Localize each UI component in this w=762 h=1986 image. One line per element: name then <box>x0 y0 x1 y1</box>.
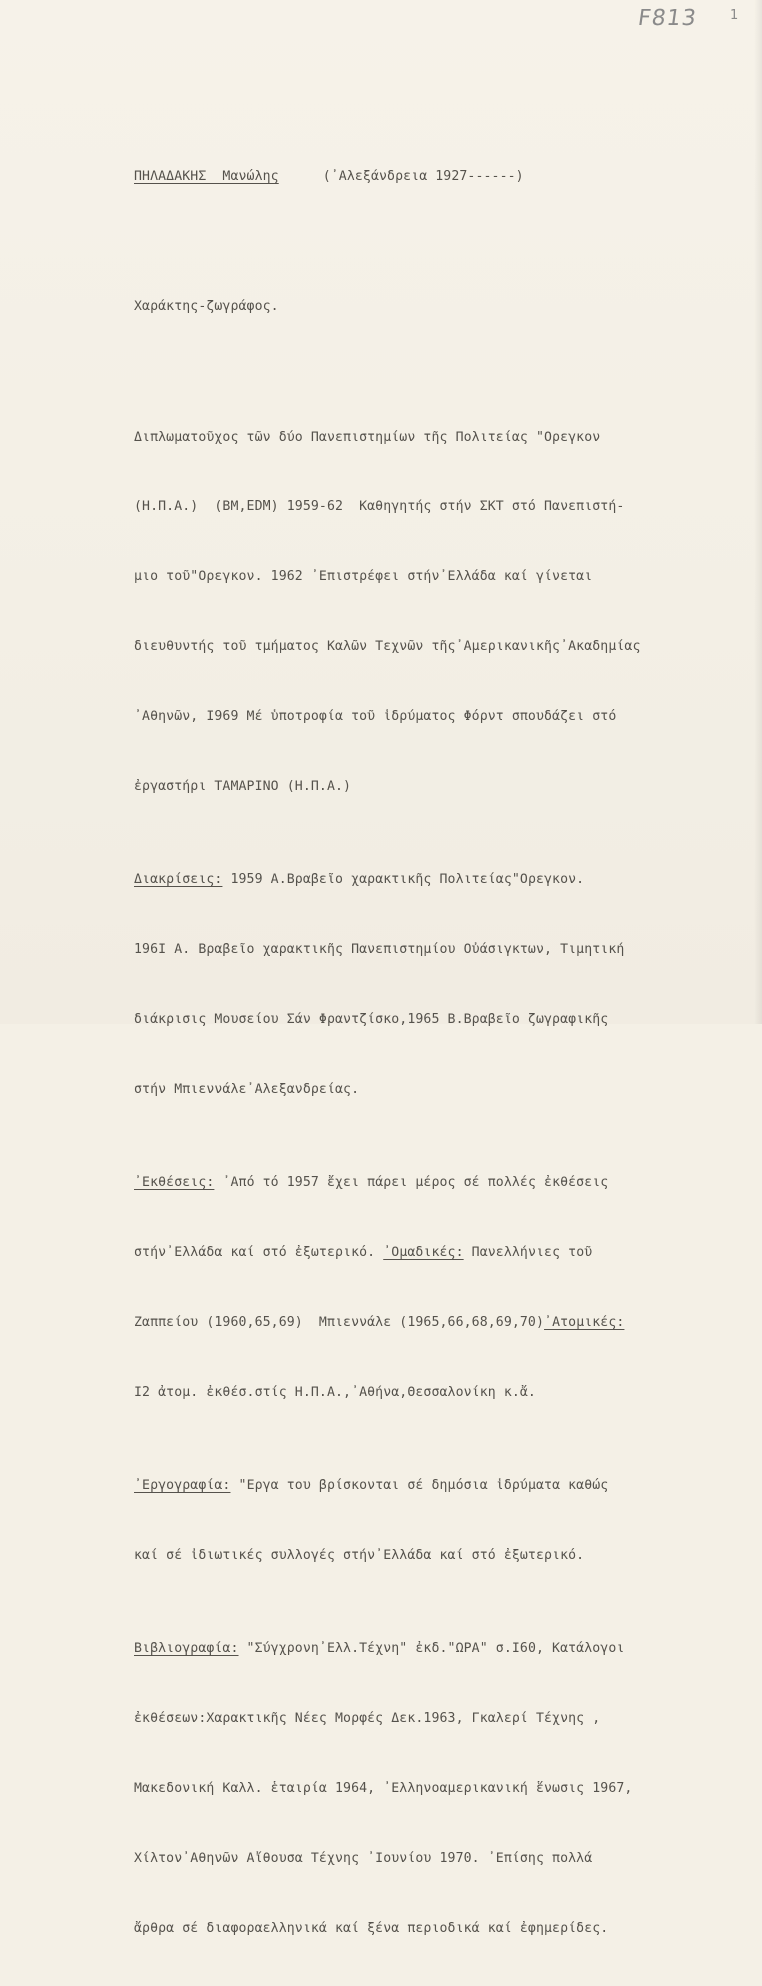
header-line <box>134 165 724 188</box>
bio-line: διευθυντής τοῦ τμήματος Καλῶν Τεχνῶν τῆς᾽Αμερικανικῆς᾽Ακαδημίας <box>134 639 641 655</box>
birth-info: (᾽Αλεξάνδρεια 1927------) <box>322 168 524 184</box>
bio-line: μιο τοῦ"Ορεγκον. 1962 ᾽Επιστρέφει στήν᾽Ελλάδα καί γίνεται <box>134 569 593 585</box>
bibliography-label: Βιβλιογραφία: <box>134 1641 239 1656</box>
bio-line: (Η.Π.Α.) (ΒΜ,EDM) 1959-62 Καθηγητής στήν ΣΚΤ στό Πανεπιστή- <box>134 499 625 515</box>
solo-exhibitions-label: ᾽Ατομικές: <box>544 1314 625 1330</box>
exhibitions-line <box>134 1241 724 1264</box>
page-number: 1 <box>730 8 739 23</box>
exhibitions-text: ᾽Από τό 1957 ἔχει πάρει μέρος σέ πολλές ἐκθέσεις <box>214 1175 609 1191</box>
document-body <box>134 118 724 1986</box>
bibliography-line: ἐκθέσεων:Χαρακτικῆς Νέες Μορφές Δεκ.1963, Γκαλερί Τέχνης , <box>134 1710 601 1726</box>
bibliography-line: Χίλτον᾽Αθηνῶν Αἴθουσα Τέχνης ᾽Ιουνίου 1970. ᾽Επίσης πολλά <box>134 1850 593 1866</box>
works-text: "Εργα του βρίσκονται σέ δημόσια ἱδρύματα καθώς <box>230 1477 609 1493</box>
distinctions-label: Διακρίσεις: <box>134 872 223 888</box>
distinctions-line: στήν Μπιεννάλε᾽Αλεξανδρείας. <box>134 1081 360 1097</box>
subject-name: ΠΗΛΑΔΑΚΗΣ Μανώλης <box>134 168 279 184</box>
distinctions-line: διάκρισις Μουσείου Σάν Φραντζίσκο,1965 Β.Βραβεῖο ζωγραφικῆς <box>134 1011 609 1027</box>
distinctions-text: 1959 Α.Βραβεῖο χαρακτικῆς Πολιτείας"Ορεγκον. <box>222 872 585 888</box>
exhibitions-line <box>134 1311 724 1334</box>
distinctions-line <box>134 868 724 891</box>
bio-line: ἐργαστήρι ΤΑΜΑΡΙΝΟ (Η.Π.Α.) <box>134 779 352 795</box>
works-label: ᾽Εργογραφία: <box>134 1477 231 1493</box>
bibliography-text: "Σύγχρονη᾽Ελλ.Τέχνη" ἐκδ."ΩΡΑ" σ.Ι60, Κατάλογοι <box>238 1641 625 1656</box>
works-line <box>134 1474 724 1497</box>
exhibitions-label: ᾽Εκθέσεις: <box>134 1175 215 1191</box>
bibliography-line <box>134 1637 724 1660</box>
exhibitions-text: στήν᾽Ελλάδα καί στό ἐξωτερικό. <box>134 1244 384 1260</box>
exhibitions-line <box>134 1171 724 1194</box>
bibliography-line: Μακεδονική Καλλ. ἑταιρία 1964, ᾽Ελληνοαμερικανική ἕνωσις 1967, <box>134 1780 633 1796</box>
archive-code: F813 <box>636 6 699 31</box>
works-line: καί σέ ἰδιωτικές συλλογές στήν᾽Ελλάδα καί στό ἐξωτερικό. <box>134 1547 585 1563</box>
exhibitions-line: Ι2 ἀτομ. ἐκθέσ.στίς Η.Π.Α.,᾽Αθήνα,Θεσσαλονίκη κ.ἄ. <box>134 1384 536 1400</box>
bio-line: ᾽Αθηνῶν, Ι969 Μέ ὑποτροφία τοῦ ἱδρύματος Φόρντ σπουδάζει στό <box>134 709 617 725</box>
profession: Χαράκτης-ζωγράφος. <box>134 299 279 315</box>
exhibitions-text: Ζαππείου (1960,65,69) Μπιεννάλε (1965,66,68,69,70) <box>134 1314 545 1330</box>
bio-line: Διπλωματοῦχος τῶν δύο Πανεπιστημίων τῆς Πολιτείας "Ορεγκον <box>134 429 601 445</box>
distinctions-line: 196Ι Α. Βραβεῖο χαρακτικῆς Πανεπιστημίου Οὐάσιγκτων, Τιμητική <box>134 942 625 958</box>
group-exhibitions-text: Πανελλήνιες τοῦ <box>463 1244 593 1260</box>
bibliography-line: ἄρθρα σέ διαφοραελληνικά καί ξένα περιοδικά καί ἐφημερίδες. <box>134 1920 609 1936</box>
group-exhibitions-label: ᾽Ομαδικές: <box>383 1244 464 1260</box>
